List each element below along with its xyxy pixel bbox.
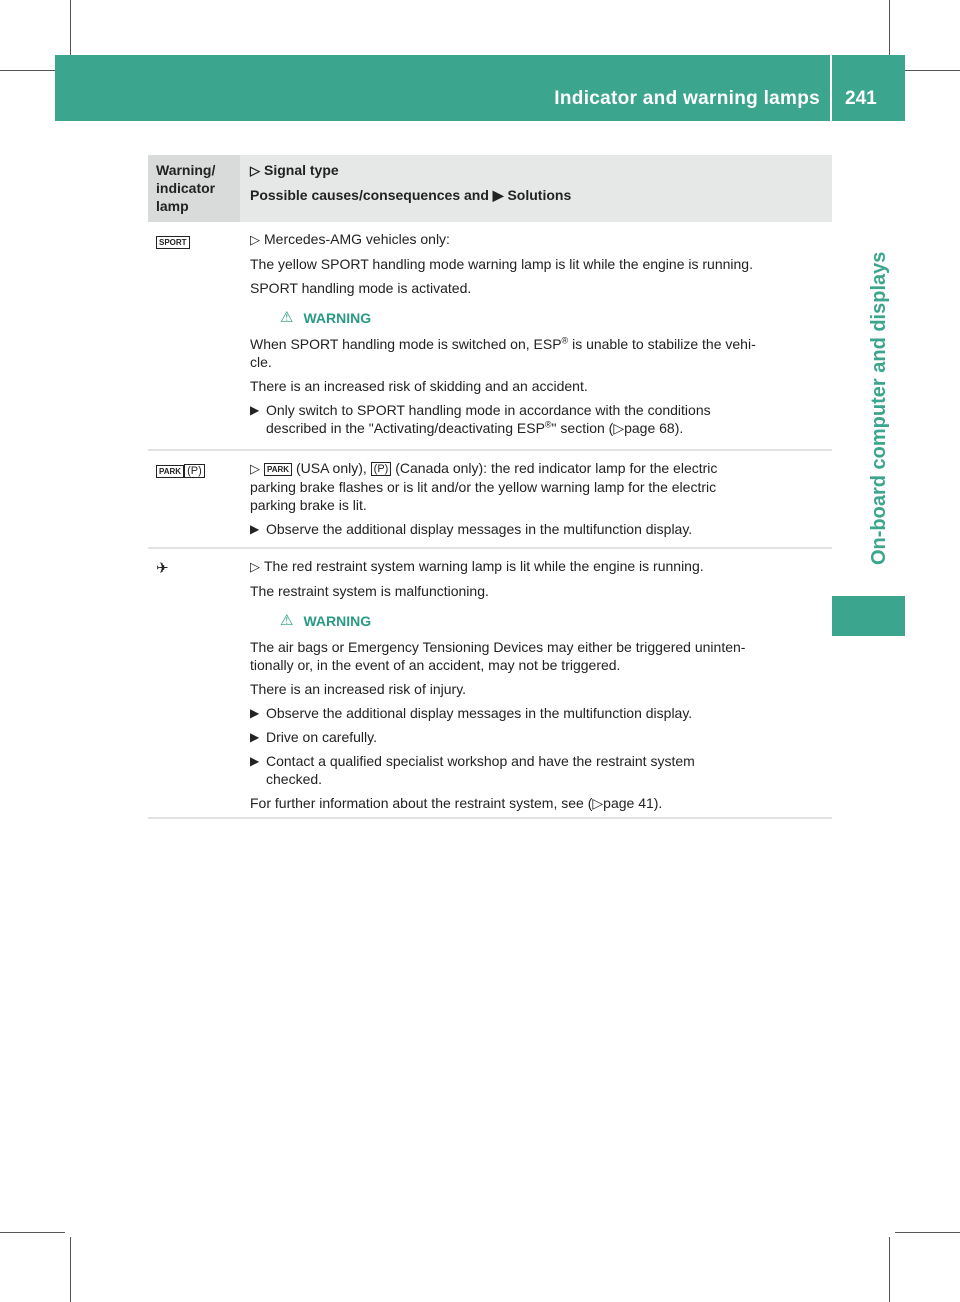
page-number: 241	[845, 88, 877, 109]
parking-brake-icon: (P)	[184, 464, 205, 478]
lamp-cell	[148, 549, 240, 817]
parking-brake-icon: (P)	[371, 462, 392, 476]
text-line: The air bags or Emergency Tensioning Devices may either be triggered uninten-	[250, 639, 746, 655]
page-link[interactable]: page 41).	[603, 795, 663, 811]
lamp-table	[148, 155, 832, 819]
table-row	[148, 549, 832, 819]
text-line: parking brake is lit.	[250, 497, 367, 513]
text-line: There is an increased risk of injury.	[250, 681, 467, 697]
col-header-signal: ▷ Signal type Possible causes/consequences and ▶ Solutions	[250, 162, 572, 203]
action-arrow-icon: ▶	[250, 706, 260, 720]
warning-triangle-icon: ⚠	[280, 309, 294, 326]
table-row	[148, 222, 832, 451]
description-cell: ▷ The red restraint system warning lamp is lit while the engine is running. The restraint system is malfunctioning. ⚠ WARNING The air bags or Emergency Tensioning Devices may either be triggered uninten- tionally or, in the event of an accident, may not be triggered. There is an increased risk of injury. ▶ Observe the additional display messages in the multifunction display. ▶ Drive on carefully. ▶ Contact a qualified specialist workshop and have the restraint system checked. For further information about the restraint system, see (▷page 41).	[240, 549, 832, 817]
description-cell: ▷ PARK (USA only), (P) (Canada only): the red indicator lamp for the electric parking brake flashes or is lit and/or the yellow warning lamp for the electric parking brake is lit. ▶ Observe the additional display messages in the multifunction display.	[240, 451, 832, 547]
text-line: tionally or, in the event of an accident, may not be triggered.	[250, 657, 621, 673]
page-ref-icon: ▷	[613, 420, 625, 436]
page-title: Indicator and warning lamps	[554, 88, 820, 109]
text-line: SPORT handling mode is activated.	[250, 280, 472, 296]
page-link[interactable]: page 68).	[624, 420, 684, 436]
page-ref-icon: ▷	[592, 795, 604, 811]
chapter-tab-marker	[832, 596, 905, 636]
chapter-tab-label: On-board computer and displays	[868, 251, 890, 565]
lamp-cell	[148, 451, 240, 547]
header-divider	[830, 55, 832, 121]
sport-lamp-icon: SPORT	[156, 236, 190, 249]
text-line: parking brake flashes or is lit and/or the yellow warning lamp for the electric	[250, 479, 717, 495]
airbag-lamp-icon: ✈	[156, 560, 169, 577]
text-line: The yellow SPORT handling mode warning lamp is lit while the engine is running.	[250, 256, 753, 272]
park-lamp-icon: PARK	[264, 463, 292, 476]
text-line: The restraint system is malfunctioning.	[250, 583, 489, 599]
crop-mark	[70, 1237, 71, 1302]
table-header	[148, 155, 832, 222]
signal-icon: ▷	[250, 232, 260, 247]
action-arrow-icon: ▶	[250, 730, 260, 744]
text-line: cle.	[250, 354, 272, 370]
registered-mark: ®	[561, 335, 569, 346]
crop-mark	[895, 1232, 960, 1233]
page-header	[55, 55, 905, 121]
description-cell: ▷ Mercedes-AMG vehicles only: The yellow SPORT handling mode warning lamp is lit while the engine is running. SPORT handling mode is activated. ⚠ WARNING When SPORT handling mode is switched on, ESP® is unable to stabilize the vehi- cle. There is an increased risk of skidding and an accident. ▶ Only switch to SPORT handling mode in accordance with the conditions described in the "Activating/deactivating ESP®" section (▷page 68).	[240, 222, 832, 449]
col-header-lamp: Warning/ indicator lamp	[148, 155, 240, 222]
text-line: There is an increased risk of skidding and an accident.	[250, 378, 588, 394]
warning-triangle-icon: ⚠	[280, 612, 294, 629]
signal-icon: ▷	[250, 163, 260, 178]
crop-mark	[889, 1237, 890, 1302]
lamp-cell	[148, 222, 240, 449]
signal-icon: ▷	[250, 559, 260, 574]
solution-arrow-icon: ▶	[492, 187, 504, 203]
action-arrow-icon: ▶	[250, 522, 260, 536]
action-arrow-icon: ▶	[250, 403, 260, 417]
signal-icon: ▷	[250, 461, 260, 476]
table-row	[148, 451, 832, 549]
action-arrow-icon: ▶	[250, 754, 260, 768]
park-lamp-icon: PARK	[156, 465, 184, 478]
crop-mark	[0, 1232, 65, 1233]
